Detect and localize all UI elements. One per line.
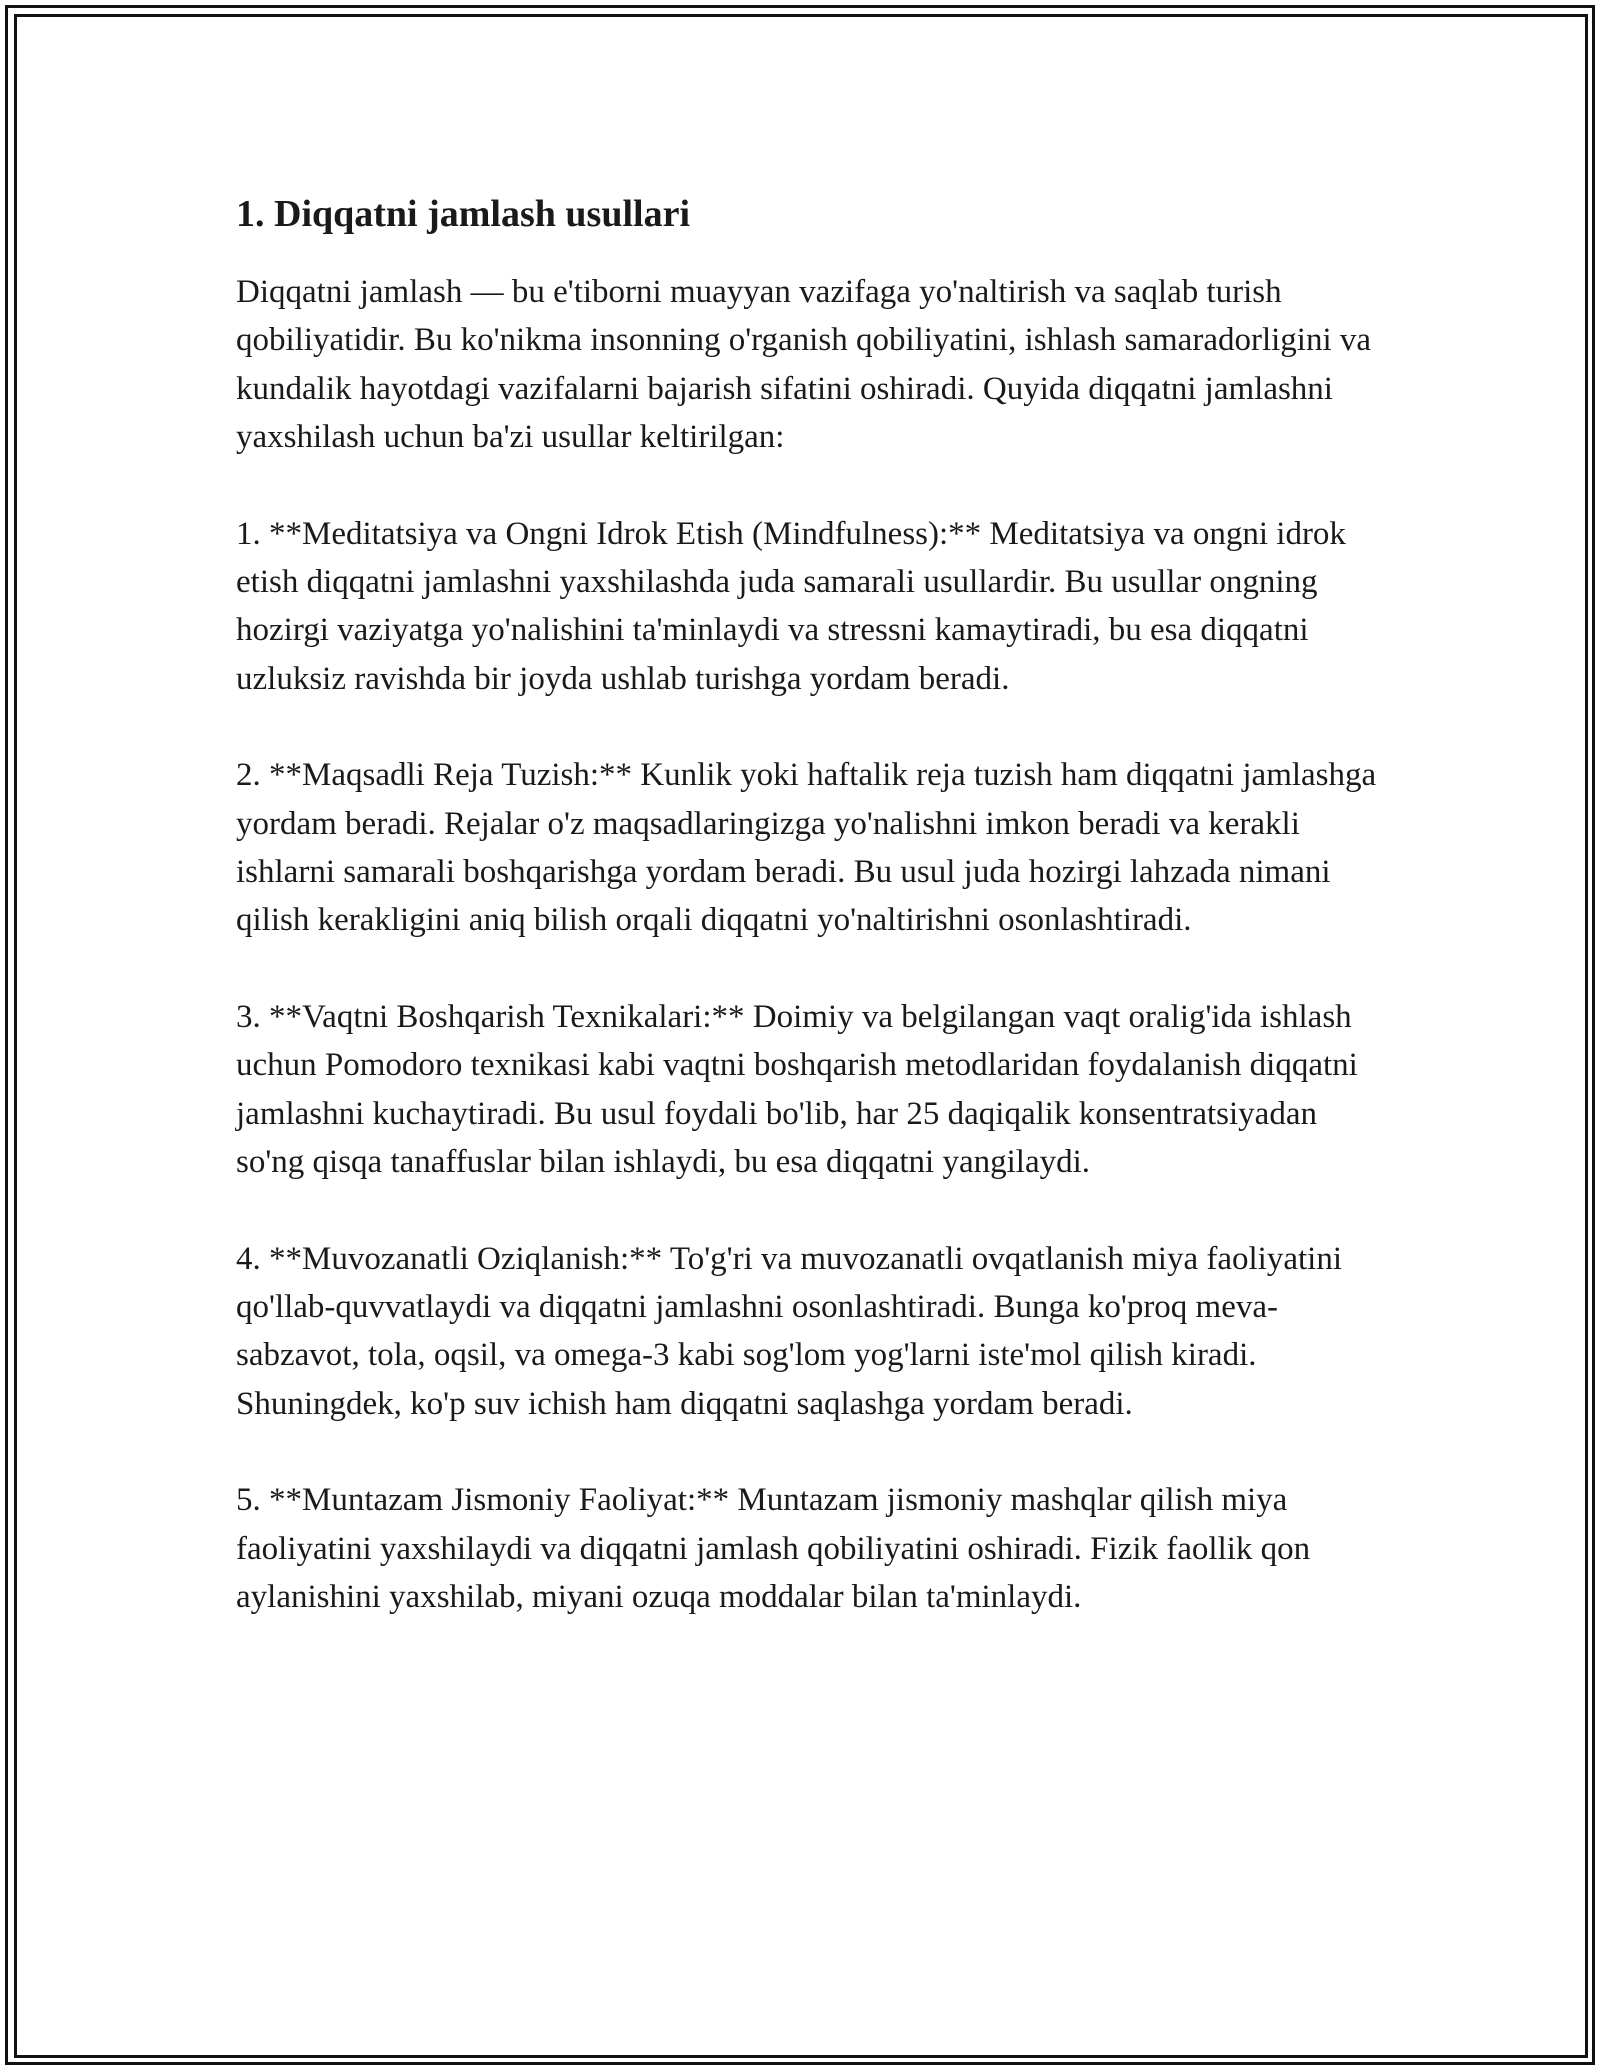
list-item-time-management: 3. **Vaqtni Boshqarish Texnikalari:** Doimiy va belgilangan vaqt oralig'ida ishlash uchun Pomodoro texnikasi kabi vaqtni boshqarish metodlaridan foydalanish diqqatni jamlashni kuchaytiradi. Bu usul foydali bo'lib, har 25 daqiqalik konsentratsiyadan so'ng qisqa tanaffuslar bilan ishlaydi, bu esa diqqatni yangilaydi. (236, 998, 1358, 1181)
section-heading: 1. Diqqatni jamlash usullari (236, 193, 690, 235)
document-content (236, 188, 1386, 1669)
list-item-meditation: 1. **Meditatsiya va Ongni Idrok Etish (Mindfulness):** Meditatsiya va ongni idrok etish diqqatni jamlashni yaxshilashda juda samarali usullardir. Bu usullar ongning hozirgi vaziyatga yo'nalishini ta'minlaydi va stressni kamaytiradi, bu esa diqqatni uzluksiz ravishda bir joyda ushlab turishga yordam beradi. (236, 515, 1346, 697)
list-item-nutrition: 4. **Muvozanatli Oziqlanish:** To'g'ri va muvozanatli ovqatlanish miya faoliyatini qo'llab-quvvatlaydi va diqqatni jamlashni osonlashtiradi. Bunga ko'proq meva-sabzavot, tola, oqsil, va omega-3 kabi sog'lom yog'larni iste'mol qilish kiradi. Shuningdek, ko'p suv ichish ham diqqatni saqlashga yordam beradi. (236, 1240, 1342, 1422)
list-item-physical-activity: 5. **Muntazam Jismoniy Faoliyat:** Muntazam jismoniy mashqlar qilish miya faoliyatini yaxshilaydi va diqqatni jamlash qobiliyatini oshiradi. Fizik faollik qon aylanishini yaxshilab, miyani ozuqa moddalar bilan ta'minlaydi. (236, 1482, 1311, 1615)
list-item-planning: 2. **Maqsadli Reja Tuzish:** Kunlik yoki haftalik reja tuzish ham diqqatni jamlashga yordam beradi. Rejalar o'z maqsadlaringizga yo'nalishni imkon beradi va kerakli ishlarni samarali boshqarishga yordam beradi. Bu usul juda hozirgi lahzada nimani qilish kerakligini aniq bilish orqali diqqatni yo'naltirishni osonlashtiradi. (236, 757, 1377, 939)
intro-paragraph: Diqqatni jamlash — bu e'tiborni muayyan vazifaga yo'naltirish va saqlab turish qobiliyatidir. Bu ko'nikma insonning o'rganish qobiliyatini, ishlash samaradorligini va kundalik hayotdagi vazifalarni bajarish sifatini oshiradi. Quyida diqqatni jamlashni yaxshilash uchun ba'zi usullar keltirilgan: (236, 274, 1372, 456)
